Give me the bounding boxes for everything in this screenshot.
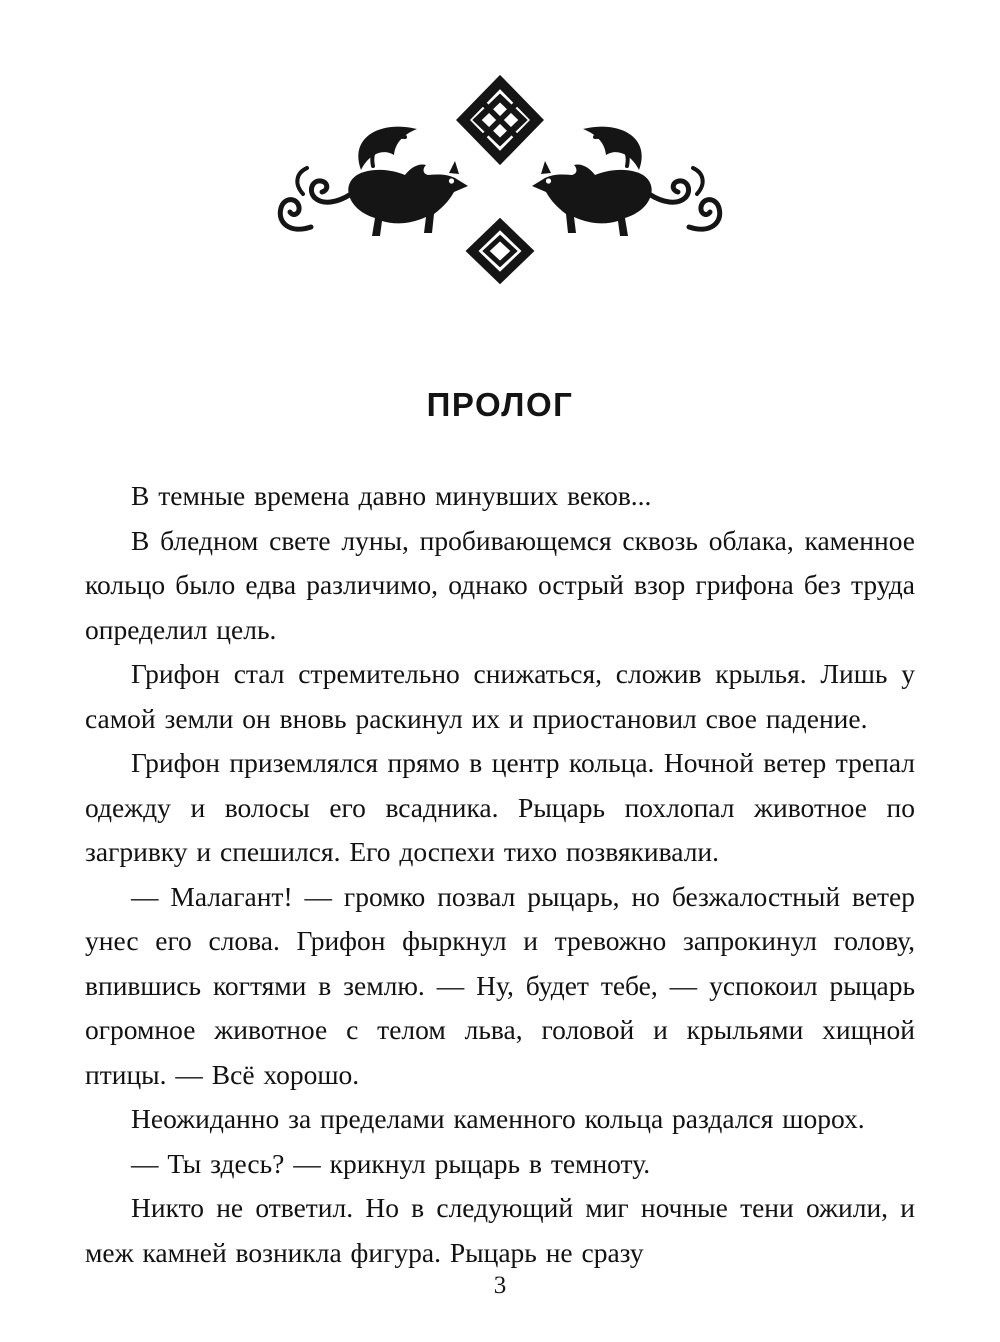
paragraph: — Ты здесь? — крикнул рыцарь в темноту. — [131, 1147, 651, 1179]
paragraph: В бледном свете луны, пробивающемся сквозь облака, каменное кольцо было едва различимо, однако острый взор грифона без труда определил цель. — [85, 524, 915, 645]
paragraph: Никто не ответил. Но в следующий миг ночные тени ожили, и меж камней возникла фигура. Рыцарь не сразу — [85, 1192, 915, 1268]
page-number: 3 — [493, 1272, 507, 1299]
paragraph: Неожиданно за пределами каменного кольца раздался шорох. — [131, 1103, 865, 1134]
bottom-knot-icon — [472, 224, 528, 278]
paragraph: Грифон стал стремительно снижаться, сложив крылья. Лишь у самой земли он вновь раскинул их и приостановил свое падение. — [85, 658, 915, 734]
paragraph: — Малагант! — громко позвал рыцарь, но безжалостный ветер унес его слова. Грифон фыркнул и тревожно запрокинул голову, впившись когтями в землю. — Ну, будет тебе, — успокоил рыцарь огромное животное с телом льва, головой и крыльями хищной птицы. — Всё хорошо. — [85, 880, 915, 1090]
paragraph: Грифон приземлялся прямо в центр кольца. Ночной ветер трепал одежду и волосы его всадника. Рыцарь похлопал животное по загривку и спешился. Его доспехи тихо позвякивали. — [85, 747, 915, 867]
top-knot-icon — [463, 82, 537, 158]
body-text — [85, 474, 915, 1275]
griffins-knot-ornament-icon — [265, 74, 735, 286]
chapter-title: ПРОЛОГ — [426, 386, 574, 423]
header-ornament — [85, 0, 915, 286]
paragraph: В темные времена давно минувших веков... — [131, 480, 652, 511]
